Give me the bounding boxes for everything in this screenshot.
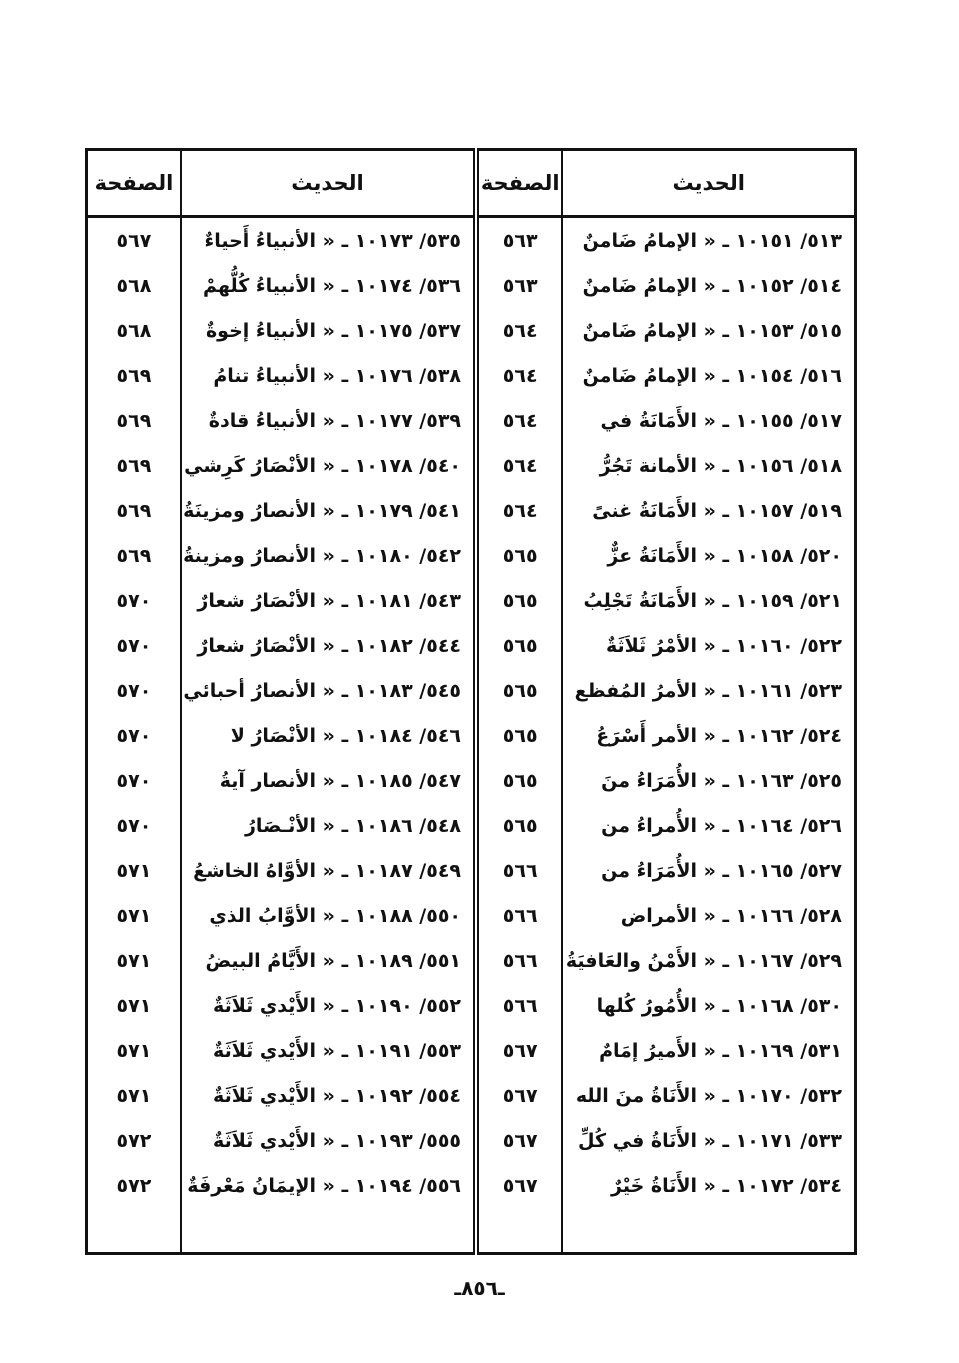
- table-row: [87, 938, 856, 983]
- page-number-left: ٥٧٠: [116, 679, 152, 702]
- page-number-right: ٥٦٥: [476, 668, 562, 713]
- empty-cell: [87, 1208, 181, 1254]
- table-header: [87, 150, 856, 217]
- hadith-entry-right: ٥٢٧/ ١٠١٦٥ ـ « الأُمَرَاءُ من: [562, 848, 855, 893]
- table-row: [87, 803, 856, 848]
- hadith-index-table: [85, 148, 857, 1255]
- hadith-entry-right: ٥١٥/ ١٠١٥٣ ـ « الإمامُ ضَامنٌ: [562, 308, 855, 353]
- empty-cell: [181, 1208, 476, 1254]
- table-row: [87, 263, 856, 308]
- page-number-right: ٥٦٥: [476, 713, 562, 758]
- page-number-right: ٥٦٥: [476, 758, 562, 803]
- hadith-entry-left: ٥٤٣/ ١٠١٨١ ـ « الأنْصَارُ شعارٌ: [181, 578, 476, 623]
- table-row: [87, 308, 856, 353]
- page-number-right: ٥٦٥: [476, 533, 562, 578]
- page-number-right: ٥٦٣: [476, 217, 562, 264]
- hadith-entry-left: ٥٤٥/ ١٠١٨٣ ـ « الأنصارُ أحبائي: [181, 668, 476, 713]
- page-number-left: ٥٧١: [116, 1039, 152, 1062]
- hadith-entry-left: ٥٤٤/ ١٠١٨٢ ـ « الأنْصَارُ شعارٌ: [181, 623, 476, 668]
- hadith-entry-right: ٥٢٣/ ١٠١٦١ ـ « الأمرُ المُفظع: [562, 668, 855, 713]
- page-number-right: ٥٦٤: [476, 398, 562, 443]
- page-number-left: ٥٦٩: [116, 544, 152, 567]
- table-row: [87, 983, 856, 1028]
- hadith-entry-left: ٥٥١/ ١٠١٨٩ ـ « الأَيَّامُ البيضُ: [181, 938, 476, 983]
- hadith-entry-right: ٥١٧/ ١٠١٥٥ ـ « الأَمَانَةُ في: [562, 398, 855, 443]
- table-row: [87, 1073, 856, 1118]
- table-row: [87, 1028, 856, 1073]
- table-row: [87, 668, 856, 713]
- page-number-left: ٥٦٩: [116, 499, 152, 522]
- table-row: [87, 848, 856, 893]
- table-row: [87, 713, 856, 758]
- table-row: [87, 217, 856, 264]
- page-header-left: الصفحة: [87, 150, 181, 217]
- page-number-left: ٥٧٠: [116, 724, 152, 747]
- table-row: [87, 1118, 856, 1163]
- hadith-entry-left: ٥٤٨/ ١٠١٨٦ ـ « الأنْـصَارُ: [181, 803, 476, 848]
- page-number-left: ٥٧٢: [116, 1174, 152, 1197]
- table-row: [87, 1163, 856, 1208]
- hadith-entry-left: ٥٤١/ ١٠١٧٩ ـ « الأنصارُ ومزينَةُ: [181, 488, 476, 533]
- page-number-left: ٥٦٧: [116, 229, 152, 252]
- table-row: [87, 488, 856, 533]
- page-header-right: الصفحة: [476, 150, 562, 217]
- hadith-entry-left: ٥٣٦/ ١٠١٧٤ ـ « الأنبياءُ كُلُّهمْ: [181, 263, 476, 308]
- hadith-entry-left: ٥٣٥/ ١٠١٧٣ ـ « الأنبياءُ أَحياءٌ: [181, 217, 476, 264]
- page-number-left: ٥٦٩: [116, 454, 152, 477]
- table-row: [87, 443, 856, 488]
- page-number-right: ٥٦٧: [476, 1163, 562, 1208]
- hadith-entry-left: ٥٥٥/ ١٠١٩٣ ـ « الأَيْدي ثَلاَثَةٌ: [181, 1118, 476, 1163]
- hadith-entry-left: ٥٤٧/ ١٠١٨٥ ـ « الأنصار آيةُ: [181, 758, 476, 803]
- page-number-right: ٥٦٤: [476, 353, 562, 398]
- hadith-entry-right: ٥٣٢/ ١٠١٧٠ ـ « الأَنَاةُ منَ الله: [562, 1073, 855, 1118]
- page-number-right: ٥٦٦: [476, 893, 562, 938]
- page-number-left: ٥٧١: [116, 1084, 152, 1107]
- hadith-entry-left: ٥٤٠/ ١٠١٧٨ ـ « الأنْصَارُ كَرِشي: [181, 443, 476, 488]
- hadith-entry-right: ٥١٤/ ١٠١٥٢ ـ « الإمامُ ضَامنٌ: [562, 263, 855, 308]
- page-number-right: ٥٦٧: [476, 1118, 562, 1163]
- hadith-entry-right: ٥١٦/ ١٠١٥٤ ـ « الإمامُ ضَامنٌ: [562, 353, 855, 398]
- hadith-entry-right: ٥٣٣/ ١٠١٧١ ـ « الأَنَاةُ في كُلِّ: [562, 1118, 855, 1163]
- table-row: [87, 893, 856, 938]
- hadith-entry-right: ٥١٩/ ١٠١٥٧ ـ « الأَمَانَةُ غنىً: [562, 488, 855, 533]
- page-number-right: ٥٦٤: [476, 488, 562, 533]
- page-number-left: ٥٧١: [116, 904, 152, 927]
- page-number: ـ٨٥٦ـ: [454, 1276, 505, 1300]
- hadith-entry-left: ٥٥٣/ ١٠١٩١ ـ « الأَيْدي ثَلاَثَةٌ: [181, 1028, 476, 1073]
- page-number-left: ٥٦٩: [116, 409, 152, 432]
- hadith-entry-left: ٥٥٠/ ١٠١٨٨ ـ « الأوَّابُ الذي: [181, 893, 476, 938]
- hadith-entry-right: ٥١٨/ ١٠١٥٦ ـ « الأمانة تَجُرُّ: [562, 443, 855, 488]
- hadith-header-left: الحديث: [181, 150, 476, 217]
- page-number-right: ٥٦٦: [476, 848, 562, 893]
- page-number-right: ٥٦٥: [476, 578, 562, 623]
- table-row: [87, 758, 856, 803]
- hadith-entry-left: ٥٥٦/ ١٠١٩٤ ـ « الإيمَانُ مَعْرفَةٌ: [181, 1163, 476, 1208]
- filler-row: [87, 1208, 856, 1254]
- page-number-left: ٥٦٩: [116, 364, 152, 387]
- table-row: [87, 623, 856, 668]
- page-number-left: ٥٧١: [116, 949, 152, 972]
- hadith-entry-right: ٥٢٩/ ١٠١٦٧ ـ « الأَمْنُ والعَافيَةُ: [562, 938, 855, 983]
- hadith-entry-right: ٥٣٠/ ١٠١٦٨ ـ « الأُمُورُ كُلها: [562, 983, 855, 1028]
- page-number-right: ٥٦٥: [476, 803, 562, 848]
- header-row: [87, 150, 856, 217]
- page-number-left: ٥٧٠: [116, 589, 152, 612]
- table-row: [87, 353, 856, 398]
- hadith-entry-left: ٥٣٩/ ١٠١٧٧ ـ « الأنبياءُ قادةٌ: [181, 398, 476, 443]
- page-number-left: ٥٦٨: [116, 319, 152, 342]
- page-number-right: ٥٦٤: [476, 308, 562, 353]
- page-number-right: ٥٦٦: [476, 983, 562, 1028]
- page-number-right: ٥٦٥: [476, 623, 562, 668]
- empty-cell: [476, 1208, 562, 1254]
- page-number-left: ٥٧٠: [116, 634, 152, 657]
- hadith-entry-left: ٥٣٧/ ١٠١٧٥ ـ « الأنبياءُ إخوةٌ: [181, 308, 476, 353]
- page-number-left: ٥٧١: [116, 994, 152, 1017]
- page-number-right: ٥٦٦: [476, 938, 562, 983]
- page-number-right: ٥٦٣: [476, 263, 562, 308]
- hadith-entry-right: ٥٣١/ ١٠١٦٩ ـ « الأَميرُ إمَامٌ: [562, 1028, 855, 1073]
- page-number-right: ٥٦٧: [476, 1073, 562, 1118]
- page-number-right: ٥٦٤: [476, 443, 562, 488]
- page-number-left: ٥٧٠: [116, 769, 152, 792]
- hadith-header-right: الحديث: [562, 150, 855, 217]
- table-body: [87, 217, 856, 1254]
- hadith-entry-right: ٥٢٦/ ١٠١٦٤ ـ « الأُمراءُ من: [562, 803, 855, 848]
- hadith-entry-right: ٥٢٢/ ١٠١٦٠ ـ « الأمْرُ ثَلاَثَةٌ: [562, 623, 855, 668]
- hadith-entry-right: ٥٢٠/ ١٠١٥٨ ـ « الأَمَانَةُ عزٌّ: [562, 533, 855, 578]
- empty-cell: [562, 1208, 855, 1254]
- page-number-left: ٥٧٠: [116, 814, 152, 837]
- hadith-entry-left: ٥٤٦/ ١٠١٨٤ ـ « الأنْصَارُ لا: [181, 713, 476, 758]
- page-number-left: ٥٧٢: [116, 1129, 152, 1152]
- hadith-entry-left: ٥٣٨/ ١٠١٧٦ ـ « الأنبياءُ تنامُ: [181, 353, 476, 398]
- hadith-entry-left: ٥٥٤/ ١٠١٩٢ ـ « الأَيْدي ثَلاَثَةٌ: [181, 1073, 476, 1118]
- hadith-entry-left: ٥٤٩/ ١٠١٨٧ ـ « الأوَّاهُ الخاشعُ: [181, 848, 476, 893]
- table-row: [87, 398, 856, 443]
- page-number-left: ٥٦٨: [116, 274, 152, 297]
- hadith-entry-right: ٥٢١/ ١٠١٥٩ ـ « الأَمَانَةُ تَجْلِبُ: [562, 578, 855, 623]
- page-number-left: ٥٧١: [116, 859, 152, 882]
- hadith-entry-right: ٥٣٤/ ١٠١٧٢ ـ « الأَنَاةُ خَيْرٌ: [562, 1163, 855, 1208]
- hadith-entry-right: ٥١٣/ ١٠١٥١ ـ « الإمامُ ضَامنٌ: [562, 217, 855, 264]
- hadith-entry-left: ٥٥٢/ ١٠١٩٠ ـ « الأَيْدي ثَلاَثَةٌ: [181, 983, 476, 1028]
- table-row: [87, 533, 856, 578]
- hadith-entry-right: ٥٢٨/ ١٠١٦٦ ـ « الأمراض: [562, 893, 855, 938]
- hadith-entry-right: ٥٢٤/ ١٠١٦٢ ـ « الأمر أَسْرَعُ: [562, 713, 855, 758]
- table-row: [87, 578, 856, 623]
- hadith-entry-right: ٥٢٥/ ١٠١٦٣ ـ « الأُمَرَاءُ منَ: [562, 758, 855, 803]
- hadith-entry-left: ٥٤٢/ ١٠١٨٠ ـ « الأنصارُ ومزينةُ: [181, 533, 476, 578]
- page-number-right: ٥٦٧: [476, 1028, 562, 1073]
